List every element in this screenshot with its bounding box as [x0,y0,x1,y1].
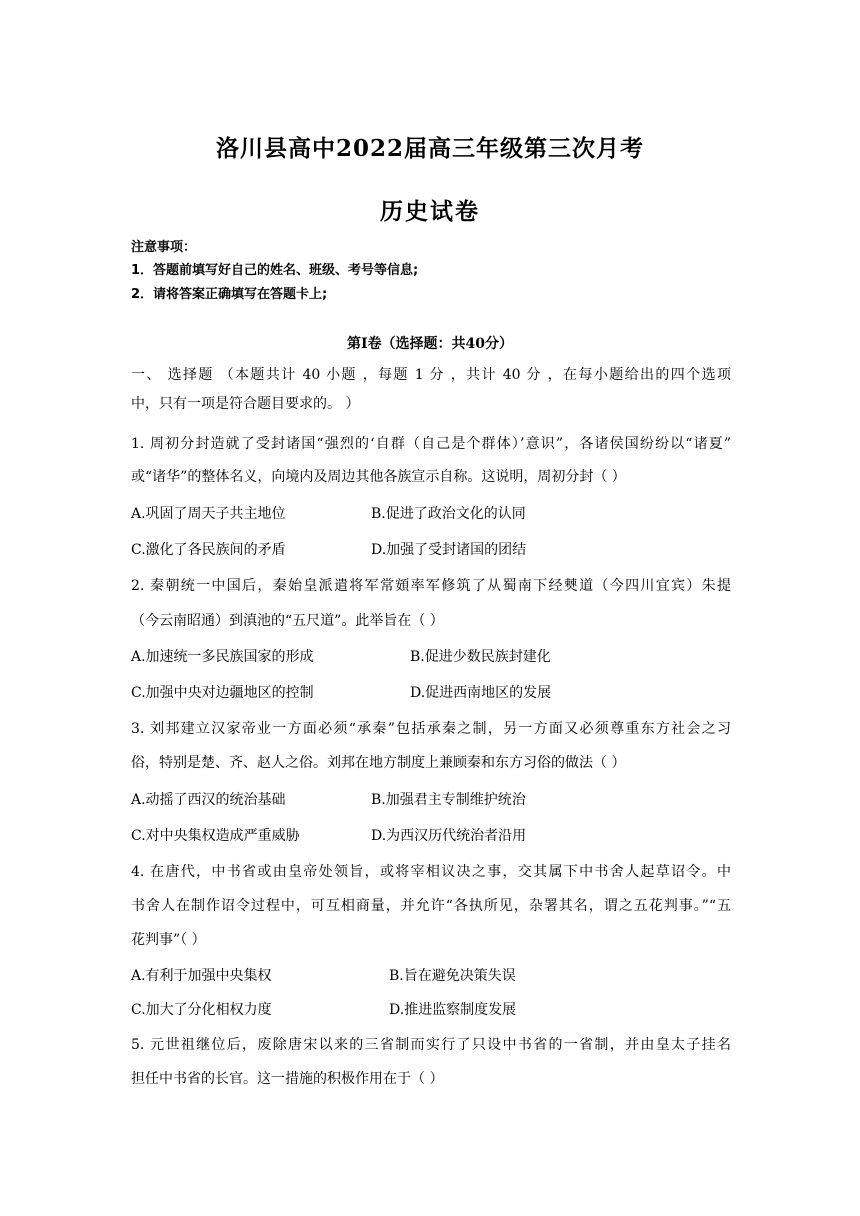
question-3-stem-line: 俗，特别是楚、齐、赵人之俗。刘邦在地方制度上兼顾秦和东方习俗的做法（ ） [131,755,626,771]
exam-title: 洛川县高中2022届高三年级第三次月考 [215,135,644,162]
notice-item: 1．答题前填写好自己的姓名、班级、考号等信息; [131,263,419,278]
question-3-stem-line: 3. 刘邦建立汉家帝业一方面必须“承秦”包括承秦之制，另一方面又必须尊重东方社会之习 [131,721,731,737]
question-3-option-c: C.对中央集权造成严重威胁 [131,828,300,844]
question-2-option-b: B.促进少数民族封建化 [410,649,551,665]
exam-subject: 历史试卷 [380,198,480,225]
instructions-line: 中，只有一项是符合题目要求的。 ） [131,396,360,412]
question-2-stem-line: 2. 秦朝统一中国后，秦始皇派遣将军常頞率军修筑了从蜀南下经僰道（今四川宜宾）朱提 [131,578,731,594]
question-4-option-b: B.旨在避免决策失误 [389,968,516,984]
question-2-option-d: D.促进西南地区的发展 [410,685,552,701]
question-1-option-a: A.巩固了周天子共主地位 [131,506,286,522]
question-1-option-c: C.激化了各民族间的矛盾 [131,542,286,558]
question-2-stem-line: （今云南昭通）到滇池的“五尺道”。此举旨在（ ） [131,613,444,629]
section-title: 第I卷（选择题：共40分） [346,336,514,352]
question-2-option-a: A.加速统一多民族国家的形成 [131,649,314,665]
notice-heading: 注意事项： [131,240,197,255]
question-4-stem-line: 4. 在唐代，中书省或由皇帝处领旨，或将宰相议决之事，交其属下中书舍人起草诏令。中 [131,864,731,880]
question-4-option-d: D.推进监察制度发展 [389,1002,517,1018]
question-1-option-b: B.促进了政治文化的认同 [371,506,526,522]
question-3-option-a: A.动摇了西汉的统治基础 [131,792,286,808]
question-5-stem-line: 担任中书省的长官。这一措施的积极作用在于（ ） [131,1071,444,1087]
question-5-stem-line: 5. 元世祖继位后，废除唐宋以来的三省制而实行了只设中书省的一省制，并由皇太子挂名 [131,1037,731,1053]
question-1-stem-line: 1. 周初分封造就了受封诸国“强烈的‘自群（自己是个群体）’意识”，各诸侯国纷纷以“诸夏” [131,436,731,452]
question-1-stem-line: 或“诸华”的整体名义，向境内及周边其他各族宣示自称。这说明，周初分封（ ） [131,469,626,485]
notice-item: 2．请将答案正确填写在答题卡上; [131,287,328,302]
question-4-option-c: C.加大了分化相权力度 [131,1002,272,1018]
question-1-option-d: D.加强了受封诸国的团结 [371,542,527,558]
question-2-option-c: C.加强中央对边疆地区的控制 [131,685,314,701]
question-3-option-d: D.为西汉历代统治者沿用 [371,828,527,844]
question-3-option-b: B.加强君主专制维护统治 [371,792,526,808]
question-4-stem-line: 书舍人在制作诏令过程中，可互相商量，并允许“各执所见，杂署其名，谓之五花判事。”“五 [131,898,731,914]
question-4-option-a: A.有利于加强中央集权 [131,968,272,984]
instructions-line: 一、 选择题 （本题共计 40 小题 ，每题 1 分 ，共计 40 分 ，在每小题给出的四个选项 [131,367,731,383]
question-4-stem-line: 花判事”（ ） [131,932,206,948]
